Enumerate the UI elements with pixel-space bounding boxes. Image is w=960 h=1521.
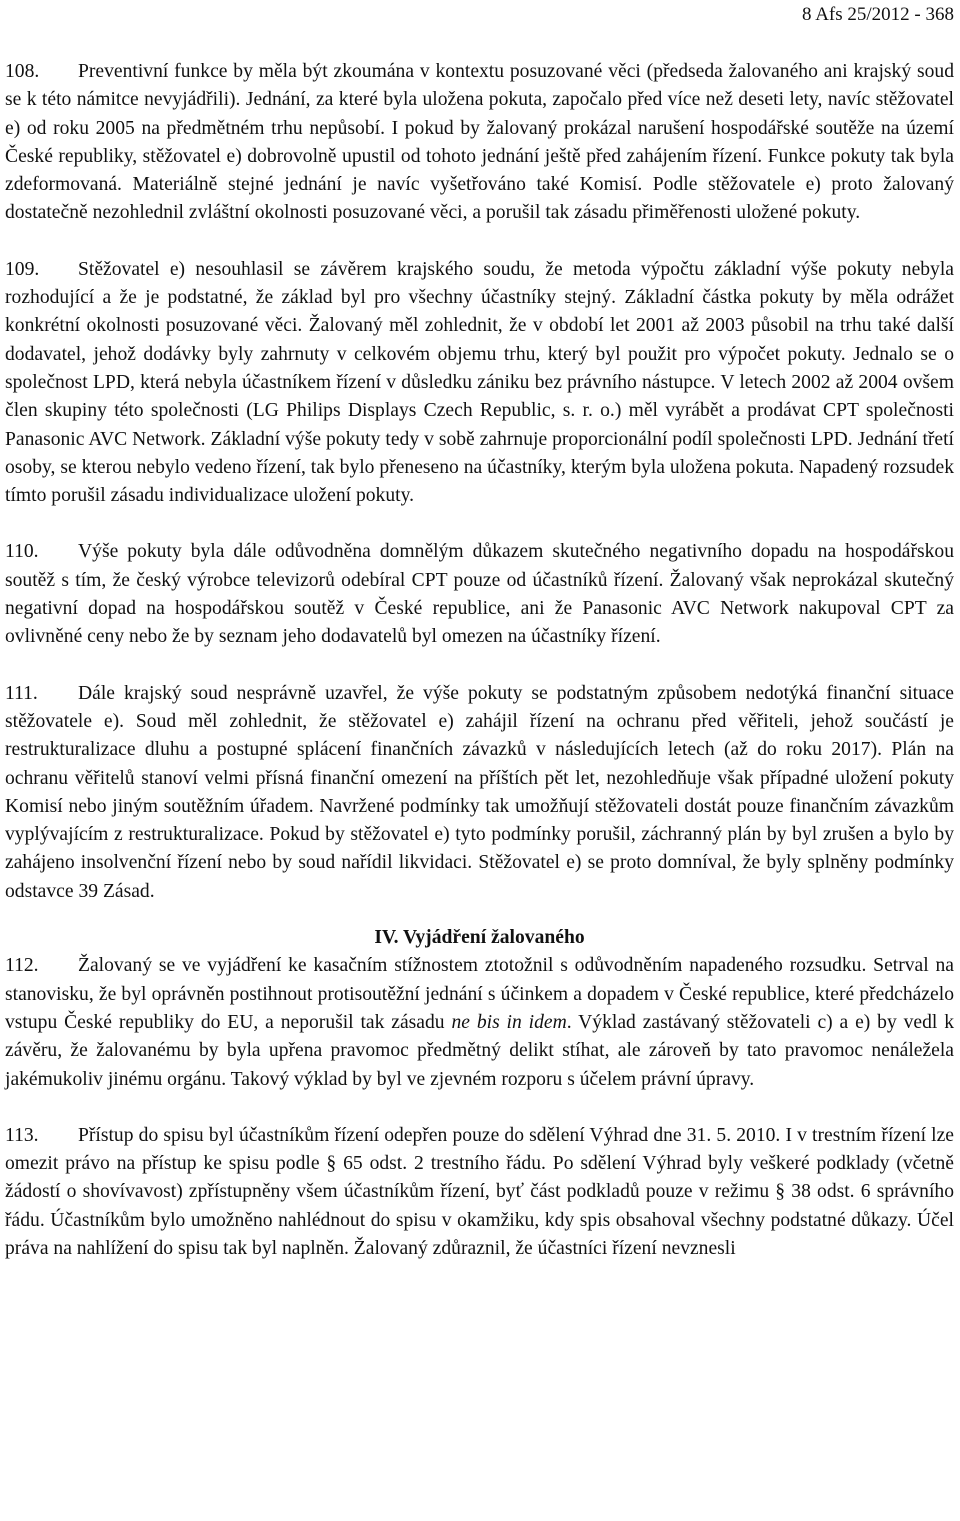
paragraph-number: 111. bbox=[5, 682, 38, 704]
paragraph-number: 113. bbox=[5, 1124, 39, 1146]
latin-phrase: ne bis in idem bbox=[451, 1011, 567, 1033]
paragraph-text: Stěžovatel e) nesouhlasil se závěrem krajského soudu, že metoda výpočtu základní výše pokuty nebyla rozhodující a že je podstatné, že základ byl pro všechny účastníky stejný. Základní částka pokuty by měla odrážet konkrétní okolnosti posuzované věci. Žalovaný měl zohlednit, že v období let 2001 až 2003 působil na trhu také další dodavatel, jehož dodávky byly zahrnuty v celkovém objemu trhu, který byl použit pro výpočet pokuty. Jednalo se o společnost LPD, která nebyla účastníkem řízení v důsledku zániku bez právního nástupce. V letech 2002 až 2004 ovšem člen skupiny této společnosti (LG Philips Displays Czech Republic, s. r. o.) měl vyrábět a prodávat CPT společnosti Panasonic AVC Network. Základní výše pokuty tedy v sobě zahrnuje proporcionální podíl společnosti LPD. Jednání třetí osoby, se kterou nebylo vedeno řízení, tak bylo přeneseno na účastníky, kterým byla uložena pokuta. Napadený rozsudek tímto porušil zásadu individualizace uložení pokuty. bbox=[5, 258, 954, 507]
paragraph-text: Preventivní funkce by měla být zkoumána v kontextu posuzované věci (předseda žalovaného ani krajský soud se k této námitce nevyjádřili). Jednání, za které byla uložena pokuta, započalo před více než deseti lety, navíc stěžovatel e) od roku 2005 na předmětném trhu nepůsobí. I pokud by žalovaný prokázal narušení hospodářské soutěže na území České republiky, stěžovatel e) dobrovolně upustil od tohoto jednání ještě před zahájením řízení. Funkce pokuty tak byla zdeformovaná. Materiálně stejné jednání je navíc vyšetřováno také Komisí. Podle stěžovatele e) proto žalovaný dostatečně nezohlednil zvláštní okolnosti posuzované věci, a porušil tak zásadu přiměřenosti uložené pokuty. bbox=[5, 61, 954, 224]
paragraph-number: 110. bbox=[5, 541, 39, 563]
paragraph-text-end: . Výklad zastávaný stěžovateli c) a e) by vedl k závěru, že žalovanému by byla upřena pravomoc předmětný delikt stíhat, ale zároveň by tato pravomoc nenáležela jakémukoliv jinému orgánu. Takový výklad by byl ve zjevném rozporu s účelem právní úpravy. bbox=[5, 1011, 955, 1090]
paragraph-number: 112. bbox=[5, 955, 39, 977]
paragraph-113 bbox=[5, 1122, 954, 1263]
paragraph-number: 109. bbox=[5, 258, 40, 280]
case-number-header: 8 Afs 25/2012 - 368 bbox=[802, 4, 954, 25]
paragraph-text-start: Žalovaný se ve vyjádření ke kasačním stížnostem ztotožnil s odůvodněním napadeného rozsudku. Setrval na stanovisku, že byl oprávněn postihnout protisoutěžní jednání s účinkem a dopadem v České republice, které předcházelo vstupu České republiky do EU, a neporušil tak zásadu bbox=[5, 955, 954, 1033]
paragraph-number: 108. bbox=[5, 61, 40, 82]
section-heading: IV. Vyjádření žalovaného bbox=[374, 927, 585, 949]
paragraph-text: Dále krajský soud nesprávně uzavřel, že výše pokuty se podstatným způsobem nedotýká finanční situace stěžovatele e). Soud měl zohlednit, že stěžovatel e) zahájil řízení na ochranu před věřiteli, jehož součástí je restrukturalizace dluhu a postupné splácení finančních závazků v následujících letech (až do roku 2017). Plán na ochranu věřitelů stanoví velmi přísná finanční omezení na příštích pět let, nezohledňuje však případné uložení pokuty Komisí nebo jiným soutěžním úřadem. Navržené podmínky tak umožňují stěžovateli dostát pouze finančním závazkům vyplývajícím z restrukturalizace. Pokud by stěžovatel e) tyto podmínky porušil, záchranný plán by byl zrušen a bylo by zahájeno insolvenční řízení nebo by soud nařídil likvidaci. Stěžovatel e) se proto domníval, že byly splněny podmínky odstavce 39 Zásad. bbox=[5, 682, 954, 902]
paragraph-text: Přístup do spisu byl účastníkům řízení odepřen pouze do sdělení Výhrad dne 31. 5. 2010. I v trestním řízení lze omezit právo na přístup ke spisu podle § 65 odst. 2 trestního řádu. Po sdělení Výhrad byly veškeré podklady (včetně žádostí o shovívavost) zpřístupněny všem účastníkům řízení, byť část podkladů pouze v režimu § 38 odst. 6 správního řádu. Účastníkům bylo umožněno nahlédnout do spisu v okamžiku, kdy spis obsahoval všechny podstatné důkazy. Účel práva na nahlížení do spisu tak byl naplněn. Žalovaný zdůraznil, že účastníci řízení nevznesli bbox=[5, 1124, 954, 1259]
paragraph-108 bbox=[5, 58, 954, 228]
paragraph-110 bbox=[5, 538, 954, 651]
document-body bbox=[5, 58, 954, 1291]
paragraph-109 bbox=[5, 256, 954, 511]
paragraph-111 bbox=[5, 680, 954, 906]
paragraph-text: Výše pokuty byla dále odůvodněna domnělým důkazem skutečného negativního dopadu na hospodářskou soutěž s tím, že český výrobce televizorů odebíral CPT pouze od účastníků řízení. Žalovaný však neprokázal skutečný negativní dopad na hospodářskou soutěž v České republice, ani že Panasonic AVC Network nakupoval CPT za ovlivněné ceny nebo že by seznam jeho dodavatelů byl omezen na účastníky řízení. bbox=[5, 541, 954, 648]
paragraph-112 bbox=[5, 952, 954, 1093]
